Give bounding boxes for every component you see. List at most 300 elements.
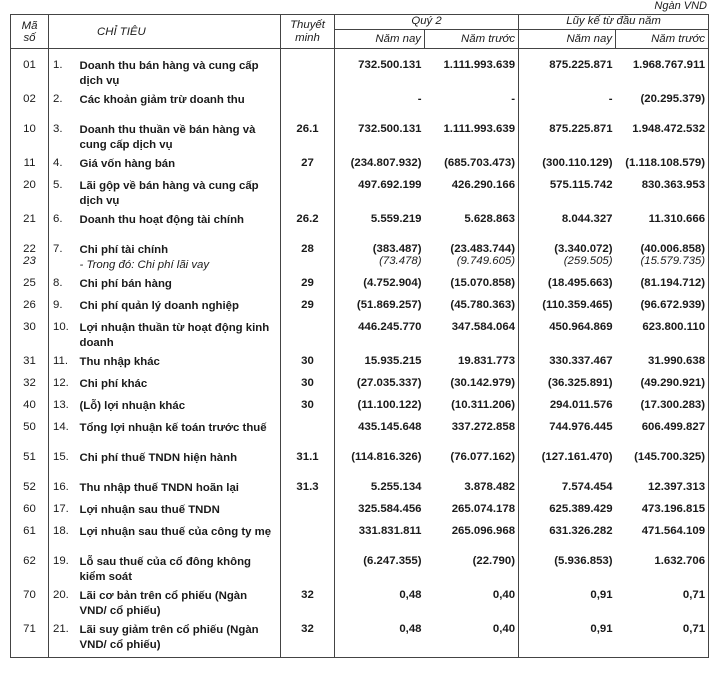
- row-label: [77, 277, 281, 299]
- row-note: [281, 277, 335, 299]
- row-label: [77, 503, 281, 525]
- row-code-value: 62: [23, 555, 36, 567]
- ytd-last-year-value: (20.295.379): [640, 93, 706, 105]
- row-number-value: 19.: [53, 555, 69, 567]
- q2-this-year-value: (51.869.257): [356, 299, 422, 311]
- q2-this-year: [335, 623, 425, 658]
- table-row: [11, 321, 709, 355]
- header-ytd: Lũy kế từ đầu năm: [519, 15, 709, 30]
- ytd-last-year: [616, 555, 709, 589]
- row-number: [49, 377, 77, 399]
- row-note: [281, 179, 335, 213]
- ytd-last-year: [616, 481, 709, 503]
- row-label-value: Thu nhập thuế TNDN hoãn lại: [79, 482, 239, 494]
- q2-last-year-value: (685.703.473): [444, 157, 516, 169]
- q2-last-year: [425, 355, 519, 377]
- q2-last-year: [425, 243, 519, 277]
- q2-this-year: [335, 123, 425, 157]
- row-label-value: Lãi gộp về bán hàng và cung cấp dịch vụ: [79, 180, 259, 207]
- header-ytd-this-year: Năm nay: [519, 30, 616, 49]
- statement-body: [11, 49, 709, 658]
- header-q2: Quý 2: [335, 15, 519, 30]
- q2-last-year-value: 1.111.993.639: [443, 59, 516, 71]
- ytd-this-year: [519, 623, 616, 658]
- row-label-value: Tổng lợi nhuận kế toán trước thuế: [79, 422, 267, 434]
- ytd-last-year-value: 0,71: [682, 623, 706, 635]
- q2-this-year-value: 446.245.770: [358, 321, 422, 333]
- row-code-value: 01: [23, 59, 36, 71]
- row-number-value: 16.: [53, 481, 69, 493]
- row-number: [49, 123, 77, 157]
- row-label-value: Các khoản giảm trừ doanh thu: [79, 94, 245, 106]
- row-number: [49, 399, 77, 421]
- ytd-last-year-sub: (15.579.735): [640, 255, 706, 267]
- q2-last-year-value: (45.780.363): [450, 299, 516, 311]
- q2-last-year-value: 0,40: [492, 623, 516, 635]
- row-code-value: 51: [23, 451, 36, 463]
- ytd-last-year: [616, 355, 709, 377]
- table-row: [11, 399, 709, 421]
- q2-this-year-value: 497.692.199: [358, 179, 422, 191]
- row-note-value: 30: [301, 399, 314, 411]
- row-label-value: Lãi cơ bản trên cổ phiếu (Ngàn VND/ cổ phiếu): [79, 590, 248, 617]
- table-row: [11, 481, 709, 503]
- q2-last-year: [425, 481, 519, 503]
- q2-this-year: [335, 243, 425, 277]
- table-row: [11, 93, 709, 123]
- row-number-value: 8.: [53, 277, 63, 289]
- ytd-this-year-value: 875.225.871: [549, 123, 613, 135]
- table-row: [11, 355, 709, 377]
- row-note-value: 30: [301, 355, 314, 367]
- row-number: [49, 49, 77, 94]
- row-number: [49, 589, 77, 623]
- q2-this-year: [335, 503, 425, 525]
- q2-last-year: [425, 93, 519, 123]
- ytd-last-year-value: (17.300.283): [640, 399, 706, 411]
- row-code: [11, 525, 49, 555]
- q2-last-year-value: 426.290.166: [451, 179, 516, 191]
- ytd-this-year: [519, 503, 616, 525]
- row-number-value: 6.: [53, 213, 63, 225]
- row-code: [11, 179, 49, 213]
- row-code-value: 70: [23, 589, 36, 601]
- table-row: [11, 179, 709, 213]
- ytd-this-year-value: 744.976.445: [549, 421, 613, 433]
- q2-this-year-value: 5.255.134: [370, 481, 422, 493]
- row-code-value: 26: [23, 299, 36, 311]
- row-code: [11, 93, 49, 123]
- row-number-value: 7.: [53, 243, 63, 255]
- row-code: [11, 421, 49, 451]
- ytd-this-year: [519, 277, 616, 299]
- q2-last-year-value: (23.483.744): [450, 243, 516, 255]
- ytd-this-year: [519, 421, 616, 451]
- q2-last-year-value: 0,40: [492, 589, 516, 601]
- ytd-this-year-value: (3.340.072): [554, 243, 613, 255]
- row-label: [77, 421, 281, 451]
- q2-this-year: [335, 451, 425, 481]
- row-note-value: 28: [301, 243, 314, 255]
- ytd-last-year: [616, 299, 709, 321]
- ytd-last-year: [616, 623, 709, 658]
- header-ytd-last-year: Năm trước: [616, 30, 709, 49]
- ytd-this-year: [519, 179, 616, 213]
- ytd-last-year: [616, 179, 709, 213]
- q2-last-year: [425, 525, 519, 555]
- q2-last-year-value: 337.272.858: [451, 421, 516, 433]
- row-note: [281, 49, 335, 94]
- q2-last-year-value: 5.628.863: [464, 213, 516, 225]
- row-note: [281, 399, 335, 421]
- row-label: [77, 179, 281, 213]
- row-code: [11, 123, 49, 157]
- ytd-this-year-value: (5.936.853): [554, 555, 613, 567]
- row-label: [77, 49, 281, 94]
- row-label: [77, 355, 281, 377]
- ytd-this-year: [519, 355, 616, 377]
- row-number: [49, 277, 77, 299]
- table-row: [11, 555, 709, 589]
- row-number-value: 15.: [53, 451, 69, 463]
- q2-this-year: [335, 355, 425, 377]
- ytd-this-year-value: 7.574.454: [561, 481, 613, 493]
- row-code-value: 11: [23, 157, 36, 169]
- q2-last-year: [425, 555, 519, 589]
- row-number-value: 1.: [53, 59, 63, 71]
- row-number-value: 13.: [53, 399, 69, 411]
- q2-this-year: [335, 277, 425, 299]
- q2-this-year-value: 331.831.811: [358, 525, 422, 537]
- q2-last-year-value: -: [511, 93, 516, 105]
- ytd-this-year-value: 0,91: [590, 623, 613, 635]
- row-label-value: Doanh thu thuần về bán hàng và cung cấp dịch vụ: [79, 124, 256, 151]
- row-note-value: 29: [301, 277, 314, 289]
- q2-last-year-value: 3.878.482: [464, 481, 516, 493]
- row-code-sub: 23: [23, 255, 36, 267]
- row-code: [11, 299, 49, 321]
- q2-last-year: [425, 399, 519, 421]
- ytd-last-year-value: 830.363.953: [641, 179, 706, 191]
- header-code: Mã số: [11, 15, 49, 49]
- q2-last-year: [425, 377, 519, 399]
- q2-last-year: [425, 299, 519, 321]
- table-row: [11, 123, 709, 157]
- row-label-value: Lỗ sau thuế của cổ đông không kiểm soát: [79, 556, 251, 583]
- q2-this-year: [335, 49, 425, 94]
- row-number: [49, 421, 77, 451]
- row-number: [49, 243, 77, 277]
- row-number: [49, 555, 77, 589]
- ytd-this-year: [519, 481, 616, 503]
- q2-this-year-value: (11.100.122): [357, 399, 422, 411]
- row-label-value: Giá vốn hàng bán: [79, 158, 176, 170]
- row-label: [77, 93, 281, 123]
- row-note-value: 32: [301, 623, 314, 635]
- header-note: Thuyết minh: [281, 15, 335, 49]
- row-label-sub: - Trong đó: Chi phí lãi vay: [79, 259, 210, 271]
- row-label-value: Doanh thu bán hàng và cung cấp dịch vụ: [79, 60, 259, 87]
- q2-last-year-value: 347.584.064: [451, 321, 516, 333]
- row-code-value: 10: [23, 123, 36, 135]
- q2-this-year-value: (4.752.904): [363, 277, 422, 289]
- q2-last-year: [425, 623, 519, 658]
- ytd-last-year-value: (40.006.858): [640, 243, 706, 255]
- row-code-value: 61: [23, 525, 36, 537]
- row-label: [77, 589, 281, 623]
- ytd-last-year-value: 471.564.109: [641, 525, 706, 537]
- q2-last-year-value: (30.142.979): [450, 377, 516, 389]
- row-label: [77, 243, 281, 277]
- row-number: [49, 355, 77, 377]
- row-label-value: Thu nhập khác: [79, 356, 160, 368]
- q2-last-year: [425, 157, 519, 179]
- q2-last-year: [425, 123, 519, 157]
- row-code: [11, 589, 49, 623]
- row-label-value: Chi phí thuế TNDN hiện hành: [79, 452, 238, 464]
- row-note: [281, 589, 335, 623]
- ytd-last-year: [616, 399, 709, 421]
- q2-last-year-sub: (9.749.605): [456, 255, 516, 267]
- row-note: [281, 355, 335, 377]
- q2-last-year: [425, 451, 519, 481]
- q2-this-year-value: 732.500.131: [358, 123, 422, 135]
- ytd-this-year-value: 450.964.869: [549, 321, 613, 333]
- q2-this-year: [335, 399, 425, 421]
- row-number-value: 9.: [53, 299, 63, 311]
- row-number-value: 3.: [53, 123, 63, 135]
- row-number: [49, 525, 77, 555]
- row-code-value: 32: [23, 377, 36, 389]
- table-row: [11, 525, 709, 555]
- ytd-last-year: [616, 93, 709, 123]
- q2-last-year-value: 19.831.773: [458, 355, 516, 367]
- row-code: [11, 451, 49, 481]
- ytd-this-year-value: 8.044.327: [561, 213, 613, 225]
- row-number-value: 4.: [53, 157, 63, 169]
- row-number-value: 21.: [53, 623, 69, 635]
- row-code-value: 52: [23, 481, 36, 493]
- ytd-last-year: [616, 49, 709, 94]
- row-note: [281, 451, 335, 481]
- row-number: [49, 179, 77, 213]
- ytd-this-year-value: -: [608, 93, 613, 105]
- row-label: [77, 399, 281, 421]
- q2-this-year-value: 435.145.648: [358, 421, 422, 433]
- q2-this-year-value: 732.500.131: [358, 59, 422, 71]
- ytd-last-year: [616, 421, 709, 451]
- q2-last-year: [425, 321, 519, 355]
- row-note-value: 26.1: [296, 123, 319, 135]
- row-label: [77, 525, 281, 555]
- row-label: [77, 123, 281, 157]
- row-code-value: 22: [23, 243, 36, 255]
- row-label-value: Lợi nhuận thuần từ hoạt động kinh doanh: [79, 322, 270, 349]
- q2-this-year-value: 5.559.219: [370, 213, 422, 225]
- ytd-last-year-value: 12.397.313: [648, 481, 706, 493]
- ytd-this-year: [519, 555, 616, 589]
- row-note: [281, 525, 335, 555]
- ytd-this-year: [519, 299, 616, 321]
- q2-last-year: [425, 589, 519, 623]
- row-number: [49, 157, 77, 179]
- row-note: [281, 623, 335, 658]
- row-code: [11, 377, 49, 399]
- ytd-this-year: [519, 213, 616, 243]
- row-label-value: Lãi suy giảm trên cổ phiếu (Ngàn VND/ cổ phiếu): [79, 624, 259, 651]
- q2-this-year: [335, 421, 425, 451]
- row-note: [281, 377, 335, 399]
- q2-this-year-value: (27.035.337): [356, 377, 422, 389]
- ytd-last-year-value: 0,71: [682, 589, 706, 601]
- q2-this-year: [335, 321, 425, 355]
- ytd-this-year-value: 575.115.742: [549, 179, 613, 191]
- ytd-this-year-value: 625.389.429: [549, 503, 613, 515]
- row-number: [49, 451, 77, 481]
- row-note: [281, 93, 335, 123]
- row-note-value: 32: [301, 589, 314, 601]
- q2-this-year-value: (234.807.932): [350, 157, 422, 169]
- row-code-value: 02: [23, 93, 36, 105]
- ytd-last-year: [616, 525, 709, 555]
- q2-this-year: [335, 525, 425, 555]
- row-number: [49, 623, 77, 658]
- row-note-value: 26.2: [296, 213, 319, 225]
- row-code-value: 30: [23, 321, 36, 333]
- row-note: [281, 213, 335, 243]
- table-row: [11, 377, 709, 399]
- q2-this-year: [335, 93, 425, 123]
- table-row: [11, 157, 709, 179]
- q2-this-year: [335, 213, 425, 243]
- row-number: [49, 481, 77, 503]
- row-label-value: Chi phí bán hàng: [79, 278, 172, 290]
- q2-last-year: [425, 421, 519, 451]
- q2-this-year: [335, 299, 425, 321]
- row-code: [11, 277, 49, 299]
- ytd-last-year-value: 11.310.666: [648, 213, 706, 225]
- ytd-this-year-value: 875.225.871: [549, 59, 613, 71]
- row-label-value: (Lỗ) lợi nhuận khác: [79, 400, 186, 412]
- row-label-value: Doanh thu hoạt động tài chính: [79, 214, 245, 226]
- q2-this-year-value: 0,48: [399, 589, 422, 601]
- table-row: [11, 589, 709, 623]
- row-note-value: 30: [301, 377, 314, 389]
- row-number-value: 14.: [53, 421, 69, 433]
- ytd-last-year-value: (96.672.939): [640, 299, 706, 311]
- q2-this-year-value: 15.935.215: [364, 355, 422, 367]
- ytd-this-year-value: 0,91: [590, 589, 613, 601]
- ytd-this-year: [519, 399, 616, 421]
- ytd-last-year-value: 623.800.110: [642, 321, 706, 333]
- row-label-value: Lợi nhuận sau thuế TNDN: [79, 504, 220, 516]
- row-code: [11, 243, 49, 277]
- ytd-last-year-value: 31.990.638: [648, 355, 706, 367]
- ytd-this-year-value: 294.011.576: [549, 399, 613, 411]
- ytd-this-year-value: 631.326.282: [549, 525, 613, 537]
- row-label-value: Chi phí quản lý doanh nghiệp: [79, 300, 239, 312]
- ytd-this-year: [519, 123, 616, 157]
- q2-this-year: [335, 157, 425, 179]
- row-code: [11, 503, 49, 525]
- ytd-this-year: [519, 93, 616, 123]
- row-code-value: 60: [23, 503, 36, 515]
- table-row: [11, 277, 709, 299]
- row-label-value: Lợi nhuận sau thuế của công ty mẹ: [79, 526, 272, 538]
- q2-this-year-value: -: [417, 93, 422, 105]
- row-note: [281, 299, 335, 321]
- ytd-this-year-sub: (259.505): [563, 255, 613, 267]
- ytd-this-year: [519, 321, 616, 355]
- row-code: [11, 555, 49, 589]
- ytd-last-year: [616, 451, 709, 481]
- row-note-value: 29: [301, 299, 314, 311]
- q2-this-year: [335, 377, 425, 399]
- row-number: [49, 503, 77, 525]
- row-note: [281, 503, 335, 525]
- ytd-this-year-value: (18.495.663): [547, 277, 613, 289]
- ytd-this-year-value: (110.359.465): [542, 299, 613, 311]
- row-code-value: 25: [23, 277, 36, 289]
- q2-last-year-value: (76.077.162): [450, 451, 516, 463]
- ytd-last-year-value: 1.632.706: [654, 555, 706, 567]
- row-label: [77, 321, 281, 355]
- q2-last-year: [425, 49, 519, 94]
- row-code-value: 20: [23, 179, 36, 191]
- row-number-value: 2.: [53, 93, 63, 105]
- ytd-last-year: [616, 321, 709, 355]
- row-note: [281, 555, 335, 589]
- q2-last-year-value: (10.311.206): [451, 399, 516, 411]
- ytd-last-year-value: (81.194.712): [640, 277, 706, 289]
- row-code: [11, 623, 49, 658]
- row-number: [49, 93, 77, 123]
- row-number-value: 10.: [53, 321, 69, 333]
- row-number-value: 17.: [53, 503, 69, 515]
- row-label: [77, 377, 281, 399]
- row-number-value: 5.: [53, 179, 63, 191]
- ytd-last-year: [616, 589, 709, 623]
- row-note: [281, 321, 335, 355]
- row-label-value: Chi phí tài chính: [79, 244, 169, 256]
- ytd-this-year: [519, 377, 616, 399]
- ytd-last-year-value: 473.196.815: [641, 503, 706, 515]
- q2-this-year-value: (6.247.355): [363, 555, 422, 567]
- row-note: [281, 243, 335, 277]
- row-code: [11, 213, 49, 243]
- ytd-this-year: [519, 157, 616, 179]
- table-row: [11, 213, 709, 243]
- header-item: CHỈ TIÊU: [49, 15, 281, 49]
- ytd-last-year: [616, 503, 709, 525]
- row-note-value: 27: [301, 157, 314, 169]
- row-note: [281, 123, 335, 157]
- q2-this-year: [335, 179, 425, 213]
- q2-this-year-value: (383.487): [372, 243, 422, 255]
- q2-last-year-value: 1.111.993.639: [443, 123, 516, 135]
- ytd-this-year-value: (36.325.891): [547, 377, 613, 389]
- ytd-this-year: [519, 589, 616, 623]
- q2-this-year: [335, 555, 425, 589]
- row-note: [281, 157, 335, 179]
- ytd-this-year-value: (300.110.129): [542, 157, 613, 169]
- ytd-last-year: [616, 277, 709, 299]
- ytd-last-year-value: 606.499.827: [641, 421, 706, 433]
- row-note: [281, 421, 335, 451]
- ytd-this-year: [519, 49, 616, 94]
- row-code-value: 21: [23, 213, 36, 225]
- q2-last-year: [425, 213, 519, 243]
